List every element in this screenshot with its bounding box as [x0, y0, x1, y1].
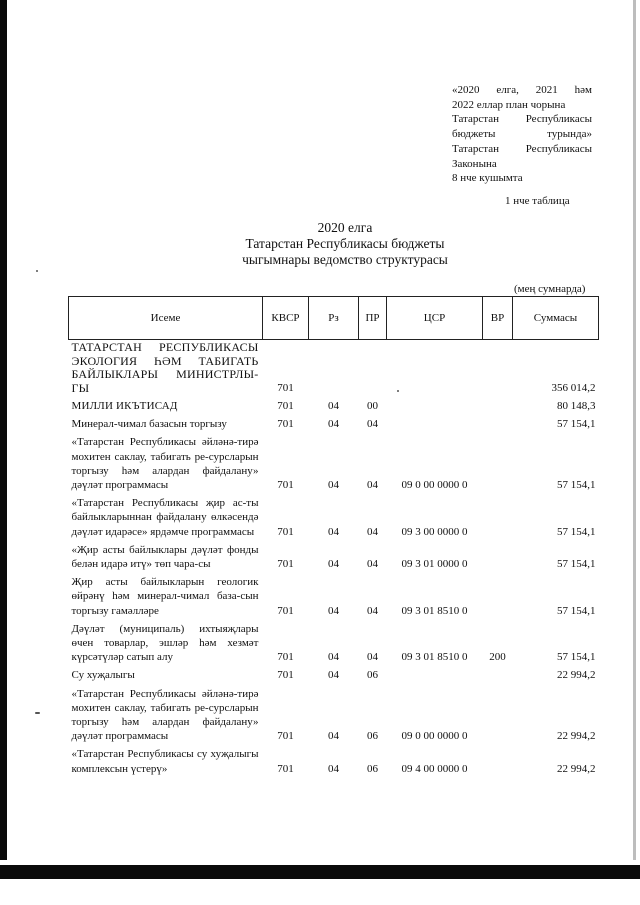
table-row: [69, 434, 599, 495]
row-kvsr: 701: [277, 381, 294, 394]
row-rz: 04: [328, 400, 339, 412]
addendum-word: турында»: [547, 128, 592, 141]
row-vr: [483, 686, 513, 747]
row-rz: [309, 340, 359, 399]
col-header-rz: Рз: [309, 297, 359, 340]
row-kvsr: 701: [277, 558, 294, 571]
addendum-word: Татарстан: [452, 142, 499, 155]
row-kvsr: 701: [277, 400, 294, 412]
row-kvsr: 701: [277, 730, 294, 743]
scan-speck: [36, 270, 38, 272]
row-pr: 04: [367, 651, 378, 664]
scan-edge-left: [0, 0, 7, 860]
row-rz: 04: [328, 651, 339, 664]
row-name: МИЛЛИ ИКЪТИСАД: [71, 400, 178, 412]
addendum-word: Татарстан: [452, 113, 499, 126]
row-vr: [483, 340, 513, 399]
row-name: «Татарстан Республикасы әйләнә-тирә мохитен саклау, табигать ре-сурсларын торгызу һәм алардан файдалану» дәүләт программасы: [71, 436, 259, 492]
row-sum: 57 154,1: [557, 479, 596, 492]
row-name: ТАТАРСТАН РЕСПУБЛИКАСЫ ЭКОЛОГИЯ ҺӘМ ТАБИГАТЬ БАЙЛЫКЛАРЫ МИНИСТРЛЫ-ГЫ: [71, 340, 259, 395]
row-kvsr: 701: [277, 479, 294, 492]
row-rz: 04: [328, 762, 339, 775]
row-rz: 04: [328, 525, 339, 538]
table-row: [69, 542, 599, 574]
table-row: [69, 746, 599, 778]
row-pr: 04: [367, 479, 378, 492]
row-name: «Татарстан Республикасы әйләнә-тирә мохитен саклау, табигать ре-сурсларын торгызу һәм алардан файдалану» дәүләт программасы: [71, 687, 259, 743]
row-csr: 09 0 00 0000 0: [401, 730, 468, 743]
row-pr: 04: [367, 418, 378, 431]
col-header-name: Исеме: [69, 297, 263, 340]
row-vr: [483, 416, 513, 434]
row-csr: [387, 416, 483, 434]
row-pr: 04: [367, 525, 378, 538]
row-vr: [483, 542, 513, 574]
row-name: Җир асты байлыкларын геологик өйрәнү һәм минерал-чимал база-сын торгызу гамәлләре: [71, 576, 259, 617]
col-header-sum: Суммасы: [513, 297, 599, 340]
row-kvsr: 701: [277, 762, 294, 775]
table-row: [69, 398, 599, 416]
row-rz: 04: [328, 479, 339, 492]
row-name: Минерал-чимал базасын торгызу: [71, 418, 227, 431]
row-kvsr: 701: [277, 604, 294, 617]
units-note: (мең сумнарда): [514, 283, 586, 295]
row-csr: 09 4 00 0000 0: [401, 762, 468, 775]
row-kvsr: 701: [277, 651, 294, 664]
row-pr: 00: [367, 400, 378, 412]
row-pr: 06: [367, 762, 378, 775]
row-rz: 04: [328, 669, 339, 682]
table-row: [69, 686, 599, 747]
table-header-row: [69, 297, 599, 340]
row-rz: 04: [328, 418, 339, 431]
row-name: «Татарстан Республикасы җир ас-ты байлыкларыннан файдалану өлкәсендә дәүләт идарәсе» ярдәмче программасы: [71, 497, 259, 538]
row-rz: 04: [328, 604, 339, 617]
row-sum: 57 154,1: [557, 604, 596, 617]
row-sum: 57 154,1: [557, 418, 596, 431]
addendum-word: һәм: [574, 84, 592, 96]
document-title: [180, 220, 510, 268]
addendum-word: Республикасы: [525, 113, 592, 126]
row-vr: [483, 495, 513, 542]
col-header-pr: ПР: [359, 297, 387, 340]
table-row: [69, 667, 599, 685]
scan-edge-bottom: [0, 865, 640, 879]
table-row: [69, 340, 599, 399]
row-pr: [359, 340, 387, 399]
addendum-line-6: Законына: [452, 157, 497, 170]
row-csr: [387, 667, 483, 685]
addendum-line-5: [452, 142, 592, 157]
title-line-2: Татарстан Республикасы бюджеты: [245, 236, 445, 251]
row-name: «Җир асты байлыклары дәүләт фонды белән идарә итү» төп чара-сы: [71, 543, 259, 571]
row-csr: 09 3 00 0000 0: [401, 525, 468, 538]
row-pr: 06: [367, 730, 378, 743]
row-kvsr: 701: [277, 418, 294, 431]
addendum-line-7: 8 нче кушымта: [452, 172, 523, 185]
title-line-3: чыгымнары ведомство структурасы: [242, 252, 448, 267]
row-name: Су хуҗалыгы: [71, 669, 135, 682]
row-vr: [483, 434, 513, 495]
scan-speck: [35, 712, 40, 714]
addendum-line-1: [452, 83, 592, 98]
addendum-word: бюджеты: [452, 128, 496, 141]
row-sum: 80 148,3: [557, 400, 596, 412]
scan-edge-right: [633, 0, 636, 860]
row-csr: 09 0 00 0000 0: [401, 479, 468, 492]
addendum-line-3: [452, 112, 592, 127]
col-header-vr: ВР: [483, 297, 513, 340]
col-header-csr: ЦСР: [387, 297, 483, 340]
title-line-1: 2020 елга: [317, 220, 373, 235]
row-name: Дәүләт (муниципаль) ихтыяҗлары өчен товарлар, эшләр һәм хезмәт күрсәтүләр сатып алу: [71, 622, 259, 664]
addendum-line-2: 2022 еллар план чорына: [452, 98, 566, 111]
row-kvsr: 701: [277, 525, 294, 538]
row-csr: 09 3 01 0000 0: [401, 558, 468, 571]
row-vr: [483, 667, 513, 685]
row-vr: 200: [489, 651, 506, 664]
row-csr: 09 3 01 8510 0: [401, 604, 468, 617]
table-label: 1 нче таблица: [505, 195, 570, 207]
row-rz: 04: [328, 730, 339, 743]
table-row: [69, 416, 599, 434]
col-header-kvsr: КВСР: [263, 297, 309, 340]
addendum-word: елга,: [496, 84, 519, 96]
row-pr: 04: [367, 558, 378, 571]
row-csr: [387, 398, 483, 416]
table-row: [69, 621, 599, 668]
row-sum: 22 994,2: [557, 669, 596, 682]
addendum-word: «2020: [452, 84, 480, 96]
row-pr: 04: [367, 604, 378, 617]
row-sum: 57 154,1: [557, 525, 596, 538]
row-sum: 57 154,1: [557, 558, 596, 571]
row-sum: 57 154,1: [557, 651, 596, 664]
addendum-word: Республикасы: [525, 142, 592, 155]
addendum-word: 2021: [535, 84, 558, 96]
row-name: «Татарстан Республикасы су хуҗалыгы комплексын үстерү»: [71, 748, 259, 775]
row-vr: [483, 398, 513, 416]
row-vr: [483, 746, 513, 778]
row-rz: 04: [328, 558, 339, 571]
row-sum: 22 994,2: [557, 762, 596, 775]
row-sum: 356 014,2: [551, 381, 596, 394]
table-row: [69, 574, 599, 621]
row-pr: 06: [367, 669, 378, 682]
budget-table: [68, 296, 599, 779]
law-addendum-reference: [452, 83, 592, 186]
row-csr: [387, 340, 483, 399]
row-kvsr: 701: [277, 669, 294, 682]
row-sum: 22 994,2: [557, 730, 596, 743]
row-csr: 09 3 01 8510 0: [401, 651, 468, 664]
table-row: [69, 495, 599, 542]
row-vr: [483, 574, 513, 621]
addendum-line-4: [452, 127, 592, 142]
